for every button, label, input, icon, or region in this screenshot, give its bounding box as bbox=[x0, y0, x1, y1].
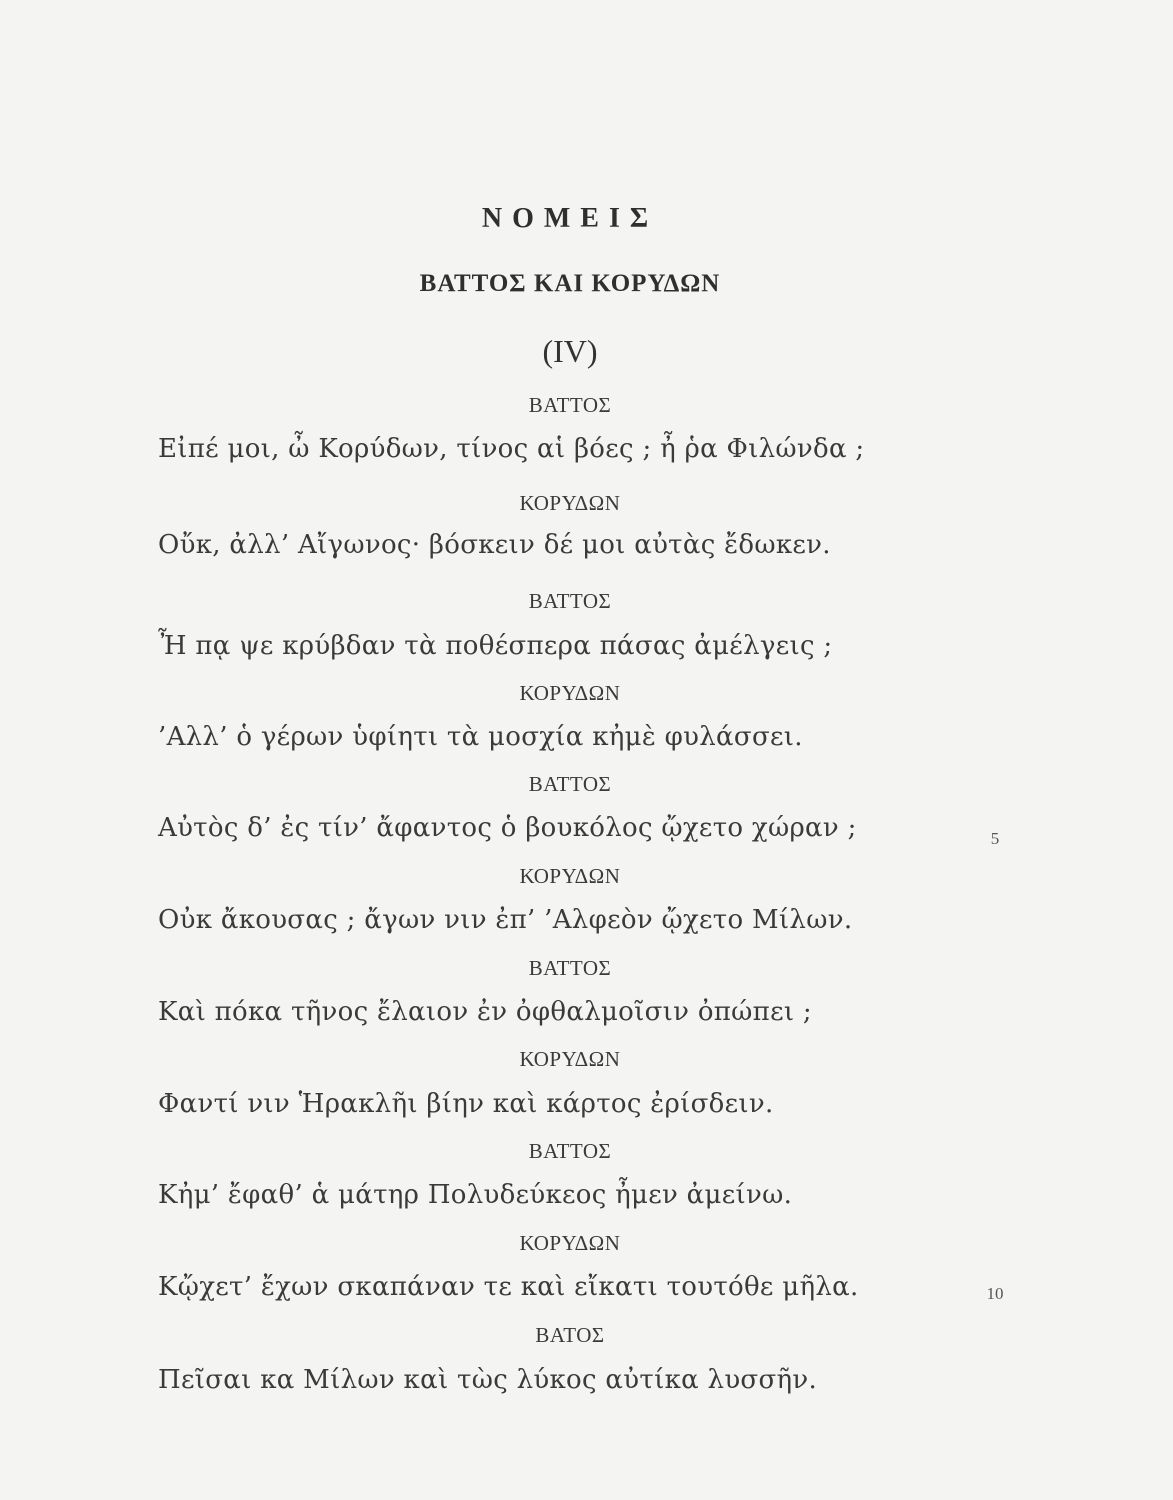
verse-line: Κᾤχετ’ ἔχων σκαπάναν τε καὶ εἴκατι τουτόθε μῆλα. bbox=[158, 1272, 859, 1302]
speaker-label: ΚΟΡΥΔΩΝ bbox=[519, 1231, 621, 1255]
poem-title: ΝΟΜΕΙΣ bbox=[481, 203, 659, 234]
speaker-label: ΒΑΤΤΟΣ bbox=[528, 1139, 612, 1163]
poem-subtitle: ΒΑΤΤΟΣ ΚΑΙ ΚΟΡΥΔΩΝ bbox=[419, 270, 721, 297]
verse-line: Οὐκ ἄκουσας ; ἄγων νιν ἐπ’ ’Αλφεὸν ᾤχετο Μίλων. bbox=[158, 905, 853, 935]
verse-line: Κἠμ’ ἔφαθ’ ἁ μάτηρ Πολυδεύκεος ἦμεν ἀμείνω. bbox=[158, 1180, 793, 1210]
speaker-label: ΒΑΤΤΟΣ bbox=[528, 589, 612, 613]
line-number: 10 bbox=[986, 1284, 1004, 1303]
speaker-label: ΒΑΤΤΟΣ bbox=[528, 393, 612, 417]
verse-line: Ἦ πᾳ ψε κρύβδαν τὰ ποθέσπερα πάσας ἀμέλγεις ; bbox=[158, 631, 833, 661]
poem-numeral: (IV) bbox=[542, 333, 598, 369]
verse-line: Οὔκ, ἀλλ’ Αἴγωνος· βόσκειν δέ μοι αὐτὰς ἔδωκεν. bbox=[158, 530, 831, 560]
speaker-label: ΒΑΤΟΣ bbox=[535, 1323, 605, 1347]
verse-line: ’Αλλ’ ὁ γέρων ὑφίητι τὰ μοσχία κἠμὲ φυλάσσει. bbox=[158, 722, 803, 752]
verse-line: Αὐτὸς δ’ ἐς τίν’ ἄφαντος ὁ βουκόλος ᾤχετο χώραν ; bbox=[158, 813, 857, 843]
speaker-label: ΚΟΡΥΔΩΝ bbox=[519, 491, 621, 515]
verse-line: Εἰπέ μοι, ὦ Κορύδων, τίνος αἱ βόες ; ἦ ῥα Φιλώνδα ; bbox=[158, 434, 865, 464]
speaker-label: ΒΑΤΤΟΣ bbox=[528, 772, 612, 796]
speaker-label: ΚΟΡΥΔΩΝ bbox=[519, 864, 621, 888]
verse-line: Πεῖσαι κα Μίλων καὶ τὼς λύκος αὐτίκα λυσσῆν. bbox=[158, 1365, 818, 1395]
verse-line: Καὶ πόκα τῆνος ἔλαιον ἐν ὀφθαλμοῖσιν ὀπώπει ; bbox=[158, 997, 812, 1027]
verse-line: Φαντί νιν Ἡρακλῆι βίην καὶ κάρτος ἐρίσδειν. bbox=[158, 1089, 774, 1119]
speaker-label: ΚΟΡΥΔΩΝ bbox=[519, 1047, 621, 1071]
speaker-label: ΒΑΤΤΟΣ bbox=[528, 956, 612, 980]
speaker-label: ΚΟΡΥΔΩΝ bbox=[519, 681, 621, 705]
line-number: 5 bbox=[990, 829, 1000, 848]
